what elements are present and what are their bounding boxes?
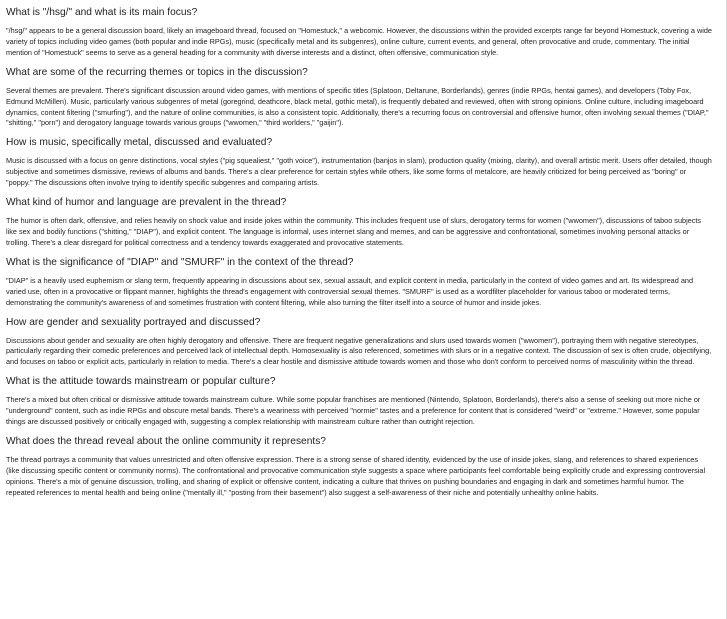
faq-question: What is the significance of "DIAP" and "SMURF" in the context of the thread? [6,256,354,268]
faq-question: How is music, specifically metal, discussed and evaluated? [6,137,273,149]
faq-question: What are some of the recurring themes or topics in the discussion? [6,66,308,78]
faq-section-5 [6,256,712,309]
faq-section-4 [6,196,712,249]
faq-answer: Several themes are prevalent. There's significant discussion around video games, with mentions of specific titles (Splatoon, Deltarune, Borderlands), genres (indie RPGs, hentai games), and developers (Toby Fox, Edmund McMillen). Music, particularly various subgenres of metal (goregrind, deathcore, black metal, gothic metal), is frequently debated and reviewed, often with strong opinions. Online culture, including imageboard dynamics, content filtering ("smurfing"), and the nature of online communities, is also a consistent topic. Additionally, there's a recurring focus on controversial and offensive humor, often involving sexual themes ("DIAP," "shitting," "porn") and derogatory language towards various groups ("wwomen," "third worlders," "gaijin"). [6,85,709,128]
faq-section-1 [6,6,712,59]
faq-section-8 [6,435,712,499]
faq-question: What is the attitude towards mainstream or popular culture? [6,376,276,388]
faq-answer: There's a mixed but often critical or dismissive attitude towards mainstream culture. While some popular franchises are mentioned (Nintendo, Splatoon, Borderlands), there's also a sense of seeking out more niche or "underground" content, such as indie RPGs and obscure metal bands. There's a weariness with perceived "normie" tastes and a preference for content that is considered "weird" or "extreme." However, some popular things are discussed positively or critically engaged with, suggesting a complex relationship with mainstream culture rather than outright rejection. [6,395,701,427]
faq-section-3 [6,136,712,189]
faq-answer: Music is discussed with a focus on genre distinctions, vocal styles ("pig squealiest," "goth voice"), instrumentation (banjos in slam), production quality (mixing, clarity), and overall artistic merit. Users offer detailed, though subjective and sometimes dismissive, reviews of albums and bands. There's a clear preference for certain styles while others, like some forms of metalcore, are heavily criticized for being perceived as "boring" or "poppy." The discussions often involve trying to identify specific subgenres and comparing artists. [6,156,712,188]
faq-question: What does the thread reveal about the online community it represents? [6,435,326,447]
faq-answer: The thread portrays a community that values unrestricted and often offensive expression. There is a strong sense of shared identity, evidenced by the use of inside jokes, slang, and references to shared experiences (like discussing specific content or community norms). The confrontational and provocative communication style suggests a space where participants feel comfortable being explicitly crude and expressing controversial opinions. There's a mix of genuine discussion, trolling, and sharing of explicit or offensive content, indicating a culture that thrives on pushing boundaries and engaging in dark and sometimes harmful humor. The repeated references to mental health and being online ("mentally ill," "posting from their basement") also suggest a self-awareness of their niche and potentially unhealthy online habits. [6,454,706,497]
faq-answer: "DIAP" is a heavily used euphemism or slang term, frequently appearing in discussions about sex, sexual assault, and explicit content in media, particularly in the context of video games and art. Its widespread and varied use, often in a provocative or flippant manner, highlights the thread's engagement with controversial sexual themes. "SMURF" is used as a wordfilter placeholder for various taboo or moderated terms, demonstrating the community's awareness of and sometimes frustration with content filtering, while also turning the filter itself into a source of humor and inside jokes. [6,275,693,307]
faq-question: What kind of humor and language are prevalent in the thread? [6,197,287,209]
faq-section-7 [6,375,712,428]
faq-answer: The humor is often dark, offensive, and relies heavily on shock value and inside jokes within the community. This includes frequent use of slurs, derogatory terms for women ("wwomen"), discussions of taboo subjects like sex and bodily functions ("shitting," "DIAP"), and explicit content. The language is informal, uses internet slang and memes, and can be aggressive and confrontational, sometimes involving personal attacks or trolling. There's a clear disregard for political correctness and a tendency towards exaggerated and provocative statements. [6,216,702,247]
faq-section-2 [6,66,712,130]
faq-answer: Discussions about gender and sexuality are often highly derogatory and offensive. There are frequent negative generalizations and slurs used towards women ("wwomen"), portraying them with negative stereotypes, particularly regarding their comedic preferences and perceived lack of intellectual depth. Homosexuality is also referenced, sometimes with slurs or in a negative context. The discussion of sex is often crude, objectifying, and focuses on taboo or explicit acts, particularly in relation to media. There's a clear hostile and dismissive attitude towards women and those who don't conform to perceived norms of masculinity within the thread. [6,335,712,367]
faq-question: How are gender and sexuality portrayed and discussed? [6,316,261,328]
faq-question: What is "/hsg/" and what is its main focus? [6,7,198,18]
faq-answer: "/hsg/" appears to be a general discussion board, likely an imageboard thread, focused on "Homestuck," a webcomic. However, the discussions within the provided excerpts range far beyond Homestuck, covering a wide variety of topics including video games (both popular and indie RPGs), music (specifically metal and its subgenres), online culture, current events, and general, often provocative and crude, commentary. The initial mention of "Homestuck" seems to serve as a general heading for a community with diverse interests and a distinct, often offensive, communication style. [6,26,712,57]
faq-section-6 [6,316,712,369]
